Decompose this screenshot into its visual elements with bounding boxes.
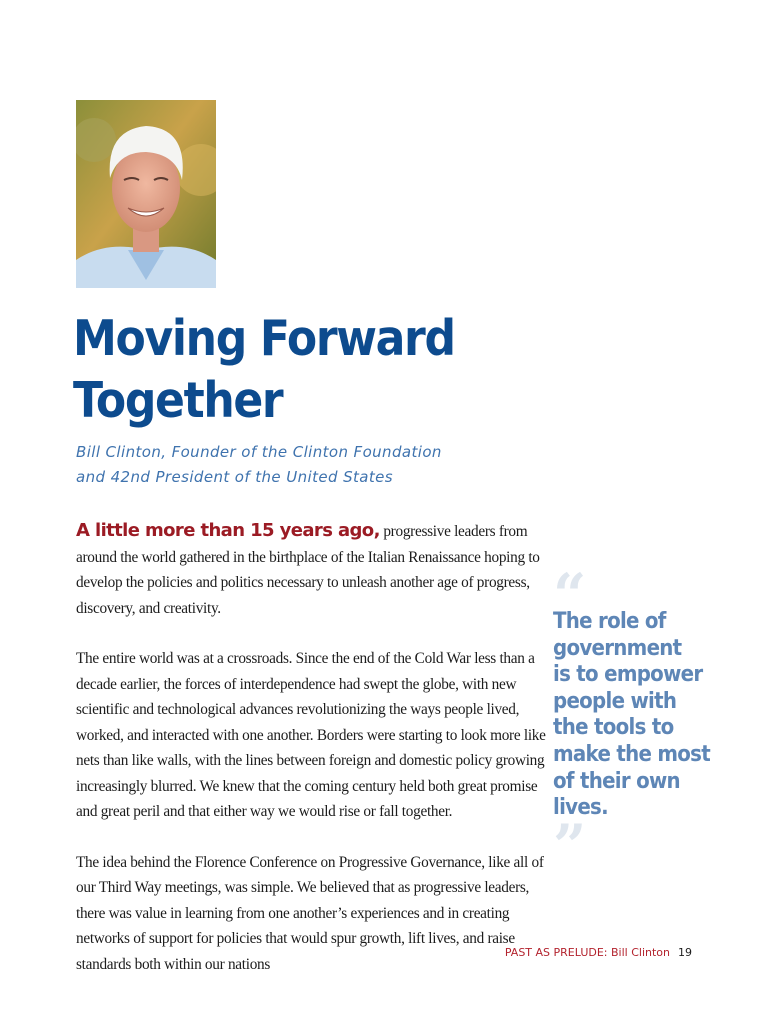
page-footer xyxy=(505,946,692,959)
paragraph-1-text: progressive leaders from around the world gathered in the birthplace of the Italian Renaissance hoping to develop the policies and politics necessary to unleash another age of progress, discovery, and creativity. xyxy=(76,523,540,617)
pull-quote-line: make the most xyxy=(553,741,710,767)
byline-line-2: and 42nd President of the United States xyxy=(76,468,393,486)
portrait-icon xyxy=(76,100,216,288)
author-byline xyxy=(76,440,496,490)
page-title xyxy=(73,308,455,432)
open-quote-icon: “ xyxy=(553,561,587,629)
pull-quote xyxy=(553,561,733,880)
paragraph-2: The entire world was at a crossroads. Since the end of the Cold War less than a decade earlier, the forces of interdependence had swept the globe, with new scientific and technological advances revolutionizing the ways people lived, worked, and interacted with one another. Borders were starting to look more like nets than like walls, with the lines between foreign and domestic policy growing increasingly blurred. We knew that the coming century held both great promise and great peril and that either way we would rise or fall together. xyxy=(76,650,546,820)
pull-quote-text xyxy=(553,609,715,822)
running-head: PAST AS PRELUDE: Bill Clinton xyxy=(504,946,670,959)
lead-in: A little more than 15 years ago, xyxy=(76,520,380,541)
pull-quote-line: of their own xyxy=(553,768,680,794)
portrait-photo xyxy=(76,100,216,288)
pull-quote-line: The role of xyxy=(553,609,666,634)
paragraph-1 xyxy=(76,518,551,621)
byline-line-1: Bill Clinton, Founder of the Clinton Foundation xyxy=(76,443,442,461)
pull-quote-line: government xyxy=(553,635,682,661)
pull-quote-line: people with xyxy=(553,688,677,714)
article-body xyxy=(76,518,551,1002)
title-line-1: Moving Forward xyxy=(73,310,455,367)
title-line-2: Together xyxy=(73,372,283,429)
page-number: 19 xyxy=(678,946,692,959)
pull-quote-line: lives. xyxy=(553,795,608,821)
pull-quote-line: is to empower xyxy=(553,662,703,688)
close-quote-icon: ” xyxy=(553,811,587,880)
pull-quote-line: the tools to xyxy=(553,715,674,741)
paragraph-3: The idea behind the Florence Conference on Progressive Governance, like all of our Third Way meetings, was simple. We believed that as progressive leaders, there was value in learning from one another’s experiences and in creating networks of support for policies that would spur growth, lift lives, and raise standards both within our nations xyxy=(76,853,544,973)
